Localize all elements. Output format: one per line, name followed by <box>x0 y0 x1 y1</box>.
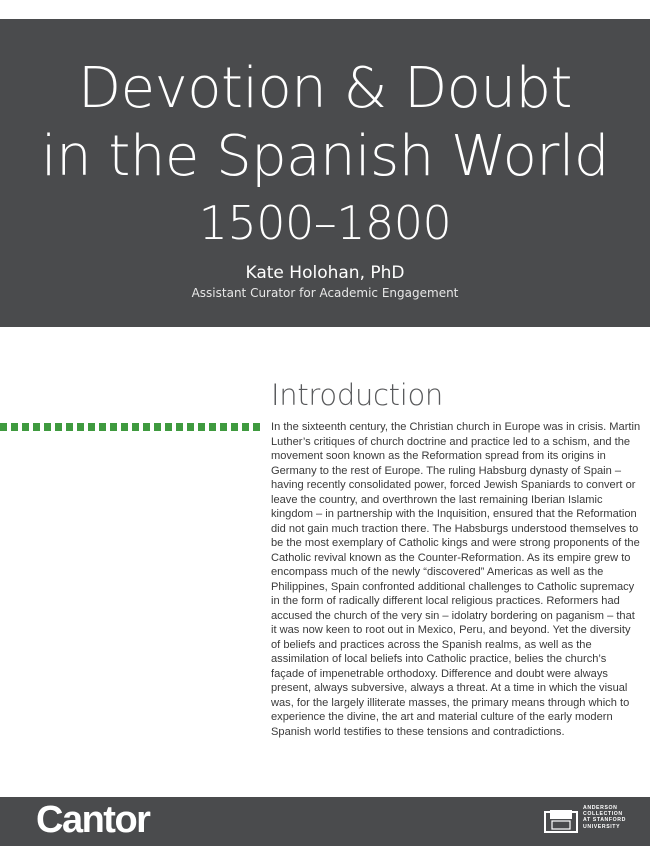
anderson-line-2: COLLECTION <box>583 811 623 818</box>
introduction-body: In the sixteenth century, the Christian church in Europe was in crisis. Martin Luther’s critiques of church doctrine and practice led to a schism, and the movement soon known as the Reformation spread from its origins in Germany to the rest of Europe. The ruling Habsburg dynasty of Spain – having recently consolidated power, forced Jewish Spaniards to convert or leave the country, and overthrown the last remaining Iberian Islamic kingdom – in partnership with the Inquisition, ensured that the Reformation did not gain much traction there. The Habsburgs understood themselves to be the most exemplary of Catholic kings and were strong proponents of the Catholic revival known as the Counter-Reformation. As its empire grew to encompass much of the newly “discovered” Americas as well as the Philippines, Spain confronted additional challenges to Catholic supremacy in the form of radically different local religious practices. Reformers had accused the church of the very sin – idolatry bordering on paganism – that it was now keen to root out in Mexico, Peru, and beyond. Yet the diversity of beliefs and practices across the Spanish realms, as well as the assimilation of local beliefs into Catholic practice, belies the church’s façade of impenetrable orthodoxy. Difference and doubt were always present, always subversive, always a threat. At a time in which the visual was, for the largely illiterate masses, the primary means through which to experience the divine, the art and material culture of the early modern Spanish world testifies to these tensions and contradictions. <box>271 421 641 738</box>
title-line-2: in the Spanish World <box>41 124 609 189</box>
cantor-logo: Cantor <box>36 799 150 841</box>
anderson-collection-logo <box>544 805 640 841</box>
author-name: Kate Holohan, PhD <box>245 263 405 283</box>
title-banner <box>0 19 650 327</box>
dotted-divider <box>0 423 262 431</box>
footer-bar <box>0 797 650 846</box>
anderson-line-3: AT STANFORD <box>583 817 627 824</box>
introduction-heading: Introduction <box>271 378 444 412</box>
anderson-line-1: ANDERSON <box>583 805 618 811</box>
anderson-collection-logo-icon <box>544 809 578 833</box>
title-date-range: 1500–1800 <box>198 196 452 250</box>
author-role: Assistant Curator for Academic Engagement <box>191 286 459 300</box>
anderson-collection-wordmark <box>583 805 626 830</box>
title-line-1: Devotion & Doubt <box>78 56 572 121</box>
anderson-line-4: UNIVERSITY <box>583 823 621 830</box>
